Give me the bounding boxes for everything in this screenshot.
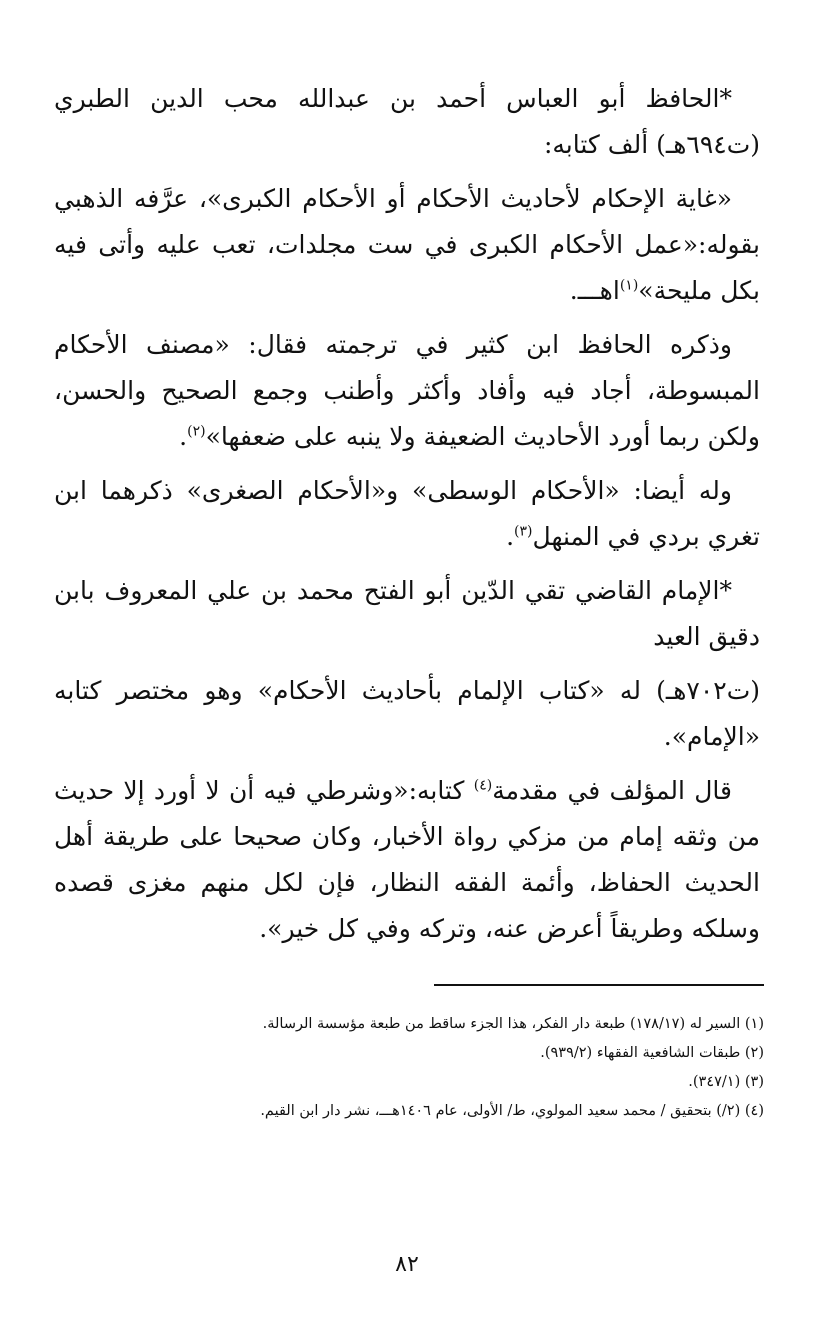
paragraph-tail: اهـــ.	[569, 276, 620, 305]
paragraph-tail: .	[506, 522, 515, 551]
paragraph-text: وذكره الحافظ ابن كثير في ترجمته فقال: «مصنف الأحكام المبسوطة، أجاد فيه وأفاد وأكثر وأطنب وجمع الصحيح والحسن، ولكن ربما أورد الأحاديث الضعيفة ولا ينبه على ضعفها»	[54, 330, 760, 451]
paragraph-muqaddima	[54, 768, 760, 952]
footnote-2: (٢) طبقات الشافعية الفقهاء (٩٣٩/٢).	[540, 1045, 764, 1061]
paragraph-ibn-kathir	[54, 322, 760, 460]
footnote-ref-2: (٢)	[187, 423, 206, 440]
footnote-ref-3: (٣)	[514, 523, 533, 540]
paragraph-ibn-daqiq	[54, 568, 760, 660]
paragraph-text: *الإمام القاضي تقي الدّين أبو الفتح محمد بن علي المعروف بابن دقيق العيد	[54, 576, 760, 651]
paragraph-text: «غاية الإحكام لأحاديث الأحكام أو الأحكام الكبرى»، عرَّفه الذهبي بقوله:«عمل الأحكام الكبرى في ست مجلدات، تعب عليه وأتى فيه بكل مليحة»	[54, 184, 760, 305]
paragraph-text: وله أيضا: «الأحكام الوسطى» و«الأحكام الصغرى» ذكرهما ابن تغري بردي في المنهل	[54, 476, 760, 551]
paragraph-tail: .	[179, 422, 188, 451]
paragraph-text: قال المؤلف في مقدمة	[492, 776, 732, 805]
footnote-ref-4: (٤)	[473, 777, 493, 794]
paragraph-tail: كتابه:«وشرطي فيه أن لا أورد إلا حديث من وثقه إمام من مزكي رواة الأخبار، وكان صحيحا على طريقة أهل الحديث الحفاظ، وأئمة الفقه النظار، فإن لكل منهم مغزى قصده وسلكه وطريقاً أعرض عنه، وتركه وفي كل خير».	[54, 776, 760, 943]
footnote-1: (١) السير له (١٧٨/١٧) طبعة دار الفكر، هذا الجزء ساقط من طبعة مؤسسة الرسالة.	[262, 1016, 764, 1032]
paragraph-text: (ت٧٠٢هـ) له «كتاب الإلمام بأحاديث الأحكام» وهو مختصر كتابه «الإمام».	[54, 676, 760, 751]
footnote-divider	[434, 984, 764, 986]
paragraph-ghayat-al-ihkam	[54, 176, 760, 314]
footnotes	[54, 1010, 764, 1126]
paragraph-text: *الحافظ أبو العباس أحمد بن عبدالله محب الدين الطبري (ت٦٩٤هـ) ألف كتابه:	[54, 84, 760, 159]
paragraph-wusta-sughra	[54, 468, 760, 560]
paragraph-ilmam	[54, 668, 760, 760]
footnote-ref-1: (١)	[619, 277, 639, 294]
paragraph-tabari	[54, 76, 760, 168]
main-text	[54, 76, 760, 960]
page-number: ٨٢	[395, 1252, 419, 1277]
footnote-3: (٣) (٣٤٧/١).	[688, 1074, 764, 1090]
footnote-4: (٤) (٢/) بتحقيق / محمد سعيد المولوي، ط/ الأولى، عام ١٤٠٦هـــ، نشر دار ابن القيم.	[260, 1103, 764, 1119]
